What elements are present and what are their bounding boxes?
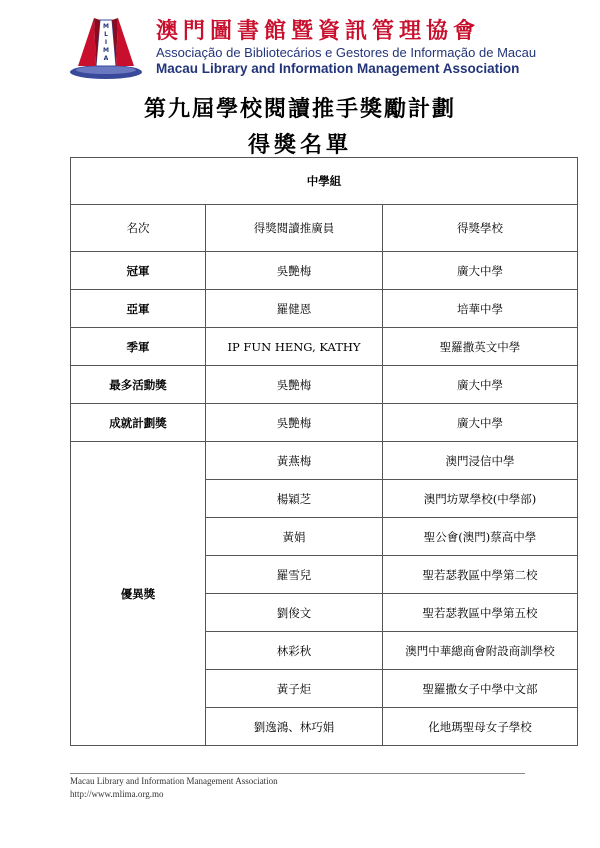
promoter-cell: 黃子炬 — [206, 670, 383, 708]
mlima-logo — [66, 14, 146, 82]
svg-text:A: A — [103, 55, 109, 62]
merit-rank-cell: 優異獎 — [71, 442, 206, 746]
school-cell: 澳門中華總商會附設商訓學校 — [383, 632, 578, 670]
promoter-cell: 黃娟 — [206, 518, 383, 556]
table-row — [71, 404, 578, 442]
promoter-cell: IP FUN HENG, KATHY — [206, 328, 383, 366]
promoter-cell: 羅雪兒 — [206, 556, 383, 594]
rank-cell: 冠軍 — [71, 252, 206, 290]
school-cell: 廣大中學 — [383, 404, 578, 442]
school-cell: 聖羅撒英文中學 — [383, 328, 578, 366]
promoter-cell: 林彩秋 — [206, 632, 383, 670]
school-cell: 聖若瑟教區中學第五校 — [383, 594, 578, 632]
table-row — [71, 252, 578, 290]
document-title: 第九屆學校閱讀推手獎勵計劃 — [143, 96, 456, 122]
group-header-row — [71, 158, 578, 205]
letterhead — [66, 12, 566, 80]
rank-cell: 亞軍 — [71, 290, 206, 328]
footer-org-name: Macau Library and Information Management Association — [70, 776, 278, 786]
school-cell: 聖羅撒女子中學中文部 — [383, 670, 578, 708]
school-cell: 聖若瑟教區中學第二校 — [383, 556, 578, 594]
column-header-row — [71, 205, 578, 252]
school-cell: 廣大中學 — [383, 252, 578, 290]
promoter-cell: 吳艷梅 — [206, 252, 383, 290]
svg-text:L: L — [104, 31, 108, 38]
school-cell: 化地瑪聖母女子學校 — [383, 708, 578, 746]
table-row — [71, 366, 578, 404]
rank-cell: 最多活動獎 — [71, 366, 206, 404]
table-row — [71, 290, 578, 328]
promoter-cell: 吳艷梅 — [206, 366, 383, 404]
org-name-portuguese: Associação de Bibliotecários e Gestores de Informação de Macau — [156, 45, 537, 60]
table-row — [71, 328, 578, 366]
award-table — [70, 157, 578, 746]
table-row — [71, 442, 578, 480]
svg-text:I: I — [104, 39, 108, 46]
rank-cell: 成就計劃獎 — [71, 404, 206, 442]
svg-text:M: M — [103, 47, 109, 54]
school-cell: 聖公會(澳門)蔡高中學 — [383, 518, 578, 556]
org-name-chinese: 澳門圖書館暨資訊管理協會 — [156, 18, 481, 44]
promoter-cell: 黃燕梅 — [206, 442, 383, 480]
school-cell: 澳門坊眾學校(中學部) — [383, 480, 578, 518]
rank-cell: 季軍 — [71, 328, 206, 366]
promoter-cell: 羅健恩 — [206, 290, 383, 328]
group-label: 中學組 — [71, 158, 578, 205]
column-header-rank: 名次 — [71, 205, 206, 252]
promoter-cell: 楊穎芝 — [206, 480, 383, 518]
footer-url-link[interactable]: http://www.mlima.org.mo — [70, 789, 164, 799]
promoter-cell: 劉逸鴻、林巧娟 — [206, 708, 383, 746]
school-cell: 廣大中學 — [383, 366, 578, 404]
logo-letters: M — [103, 23, 109, 30]
footer-divider — [70, 773, 525, 774]
column-header-school: 得獎學校 — [383, 205, 578, 252]
promoter-cell: 劉俊文 — [206, 594, 383, 632]
school-cell: 培華中學 — [383, 290, 578, 328]
school-cell: 澳門浸信中學 — [383, 442, 578, 480]
promoter-cell: 吳艷梅 — [206, 404, 383, 442]
document-subtitle: 得獎名單 — [247, 132, 352, 158]
column-header-promoter: 得獎閱讀推廣員 — [206, 205, 383, 252]
org-name-english: Macau Library and Information Management Association — [156, 61, 520, 76]
